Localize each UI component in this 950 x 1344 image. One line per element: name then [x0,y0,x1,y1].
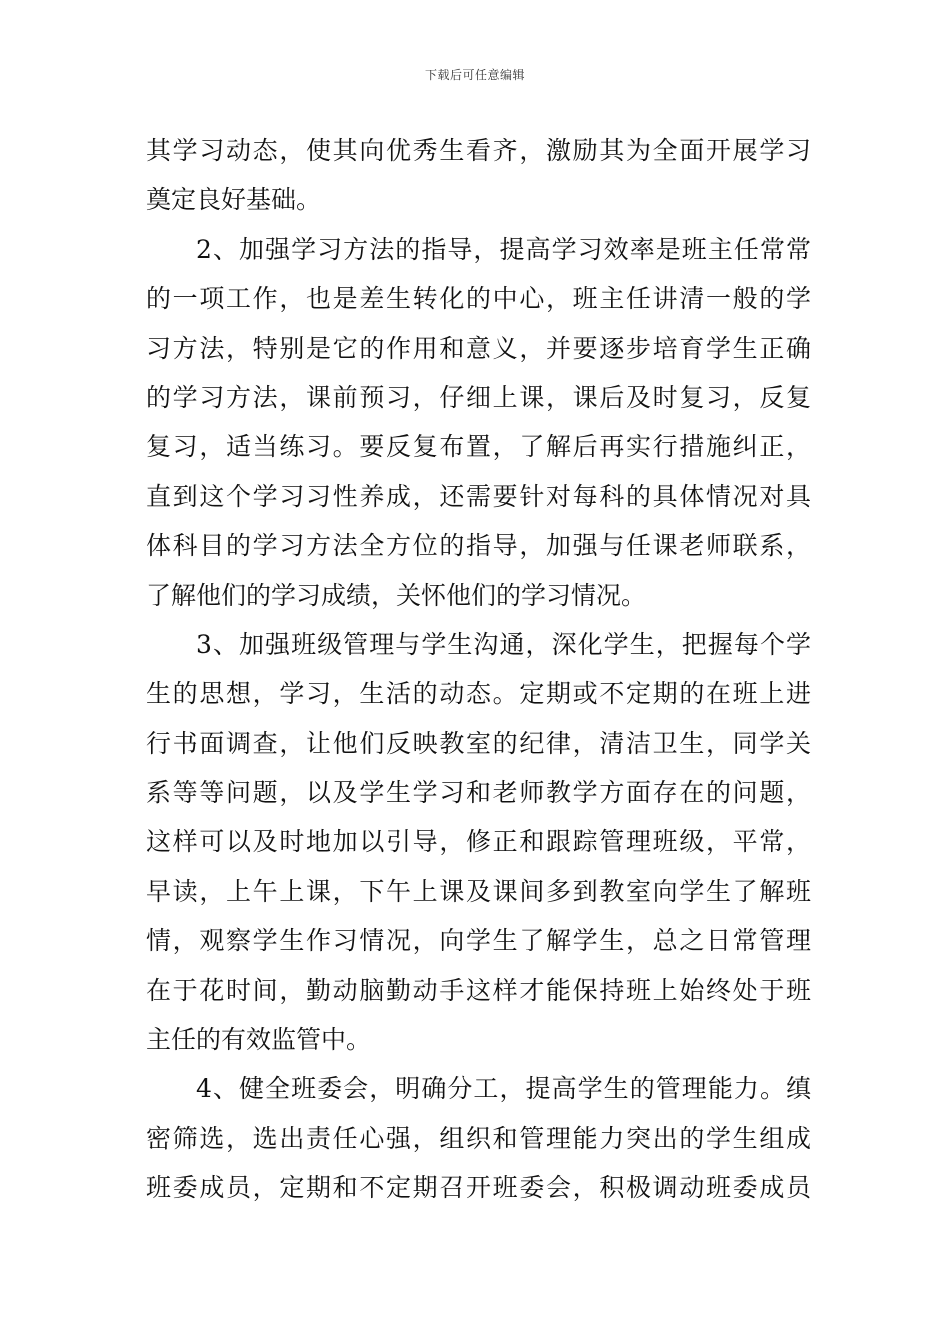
text-line: 生的思想，学习，生活的动态。定期或不定期的在班上进 [146,679,811,709]
text-line: 系等等问题，以及学生学习和老师教学方面存在的问题， [146,778,811,808]
document-body [146,126,811,1213]
text-line: 密筛选，选出责任心强，组织和管理能力突出的学生组成 [146,1123,811,1153]
text-line: 的学习方法，课前预习，仔细上课，课后及时复习，反复 [146,382,811,412]
text-line: 复习，适当练习。要反复布置，了解后再实行措施纠正， [146,432,811,462]
text-line: 直到这个学习习性养成，还需要针对每科的具体情况对具 [146,481,811,511]
text-line: 其学习动态，使其向优秀生看齐，激励其为全面开展学习 [146,136,811,165]
text-line: 了解他们的学习成绩，关怀他们的学习情况。 [146,580,647,610]
text-line: 3、加强班级管理与学生沟通，深化学生，把握每个学 [196,629,811,659]
text-line: 在于花时间，勤动脑勤动手这样才能保持班上始终处于班 [146,975,811,1005]
text-line: 主任的有效监管中。 [146,1025,372,1055]
text-line: 这样可以及时地加以引导，修正和跟踪管理班级，平常， [146,827,811,857]
text-line: 班委成员，定期和不定期召开班委会，积极调动班委成员 [146,1173,811,1203]
text-line: 早读，上午上课，下午上课及课间多到教室向学生了解班 [146,876,811,906]
text-line: 的一项工作，也是差生转化的中心，班主任讲清一般的学 [146,284,811,314]
text-line: 体科目的学习方法全方位的指导，加强与任课老师联系， [146,531,811,561]
text-line: 奠定良好基础。 [146,185,322,215]
page-header: 下载后可任意编辑 [424,68,525,82]
text-line: 4、健全班委会，明确分工，提高学生的管理能力。缜 [196,1074,811,1104]
text-line: 行书面调查，让他们反映教室的纪律，清洁卫生，同学关 [146,728,811,758]
text-line: 2、加强学习方法的指导，提高学习效率是班主任常常 [196,234,811,264]
text-line: 习方法，特别是它的作用和意义，并要逐步培育学生正确 [146,333,811,363]
text-line: 情，观察学生作习情况，向学生了解学生，总之日常管理 [146,926,811,956]
